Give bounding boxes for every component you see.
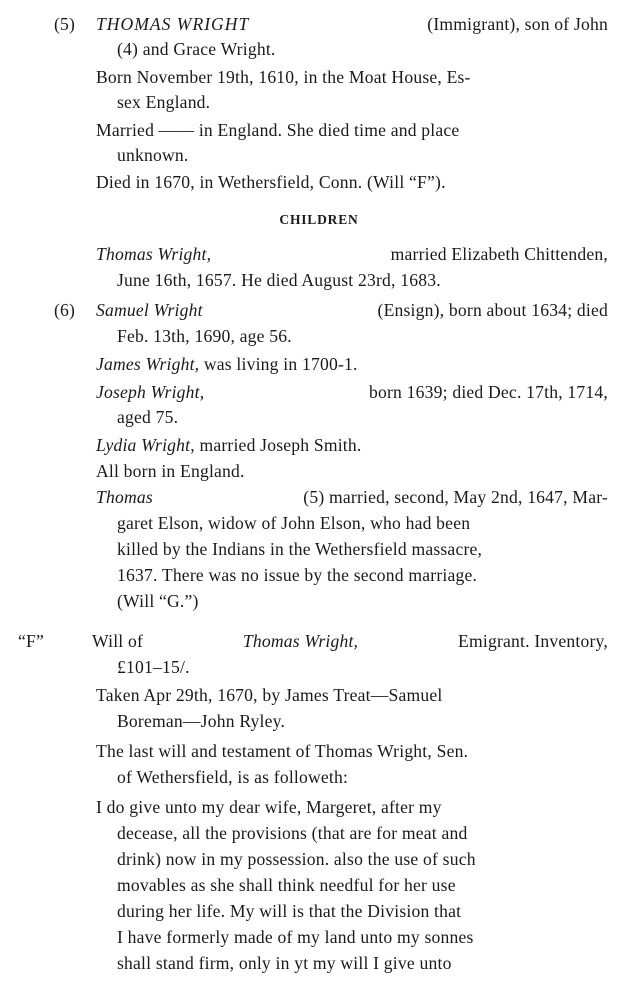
will-body-line: shall stand firm, only in yt my will I give unto	[117, 953, 452, 973]
child-samuel-line2: Feb. 13th, 1690, age 56.	[117, 326, 292, 346]
will-f-title-line	[92, 629, 608, 653]
entry-number-5: (5)	[54, 14, 76, 34]
entry-thomas-wright-line1	[96, 12, 608, 36]
thomas5-line3: killed by the Indians in the Wethersfield massacre,	[117, 539, 483, 559]
child-thomas-line1	[96, 242, 608, 266]
child-text: was living in 1700-1.	[199, 354, 358, 374]
married-line2: unknown.	[117, 145, 189, 165]
will-body-line: movables as she shall think needful for her use	[117, 875, 456, 895]
born-line2: sex England.	[117, 92, 211, 112]
child-text: (Ensign), born about 1634; died	[372, 300, 608, 320]
child-name: Samuel Wright	[96, 300, 203, 320]
child-name: James Wright,	[96, 354, 200, 374]
will-body-line: I do give unto my dear wife, Margeret, after my	[96, 797, 442, 817]
parent-text: (Immigrant), son of John	[422, 14, 608, 34]
child-name: Lydia Wright,	[96, 435, 195, 455]
child-thomas-line2: June 16th, 1657. He died August 23rd, 1683.	[117, 270, 441, 290]
born-line1: Born November 19th, 1610, in the Moat House, Es-	[96, 67, 471, 87]
will-title-prefix: Will of	[92, 631, 148, 651]
will-body-line: drink) now in my possession. also the use of such	[117, 849, 476, 869]
child-text: married Elizabeth Chittenden,	[386, 244, 608, 264]
child-joseph-line1	[96, 380, 608, 404]
will-body-line: I have formerly made of my land unto my sonnes	[117, 927, 474, 947]
person-name: THOMAS WRIGHT	[96, 14, 250, 34]
child-samuel-line1	[96, 298, 608, 322]
thomas5-text: (5) married, second, May 2nd, 1647, Mar-	[298, 487, 608, 507]
child-name: Joseph Wright,	[96, 382, 205, 402]
will-body-line: during her life. My will is that the Division that	[117, 901, 462, 921]
entry-number-6: (6)	[54, 300, 76, 320]
thomas5-line2: garet Elson, widow of John Elson, who had been	[117, 513, 471, 533]
child-joseph-line2: aged 75.	[117, 407, 179, 427]
will-title-suffix: Emigrant. Inventory,	[453, 631, 608, 651]
will-taken-line1: Taken Apr 29th, 1670, by James Treat—Samuel	[96, 685, 443, 705]
child-name: Thomas Wright,	[96, 244, 212, 264]
will-label-f: “F”	[18, 631, 45, 651]
will-intro-line1: The last will and testament of Thomas Wright, Sen.	[96, 741, 469, 761]
died-line: Died in 1670, in Wethersfield, Conn. (Will “F”).	[96, 172, 446, 192]
person-name: Thomas	[96, 487, 153, 507]
will-title-name: Thomas Wright,	[242, 631, 359, 651]
will-taken-line2: Boreman—John Ryley.	[117, 711, 286, 731]
will-amount: £101–15/.	[117, 657, 190, 677]
will-body-line: decease, all the provisions (that are for meat and	[117, 823, 468, 843]
children-heading: CHILDREN	[279, 212, 359, 227]
child-text: married Joseph Smith.	[194, 435, 362, 455]
all-born-line: All born in England.	[96, 461, 245, 481]
child-text: born 1639; died Dec. 17th, 1714,	[364, 382, 608, 402]
child-lydia	[96, 433, 362, 457]
thomas5-line1	[96, 485, 608, 509]
child-james	[96, 352, 358, 376]
entry-thomas-wright-line2: (4) and Grace Wright.	[117, 39, 276, 59]
thomas5-line5: (Will “G.”)	[117, 591, 199, 611]
thomas5-line4: 1637. There was no issue by the second marriage.	[117, 565, 478, 585]
married-line1: Married —— in England. She died time and place	[96, 120, 460, 140]
will-intro-line2: of Wethersfield, is as followeth:	[117, 767, 349, 787]
